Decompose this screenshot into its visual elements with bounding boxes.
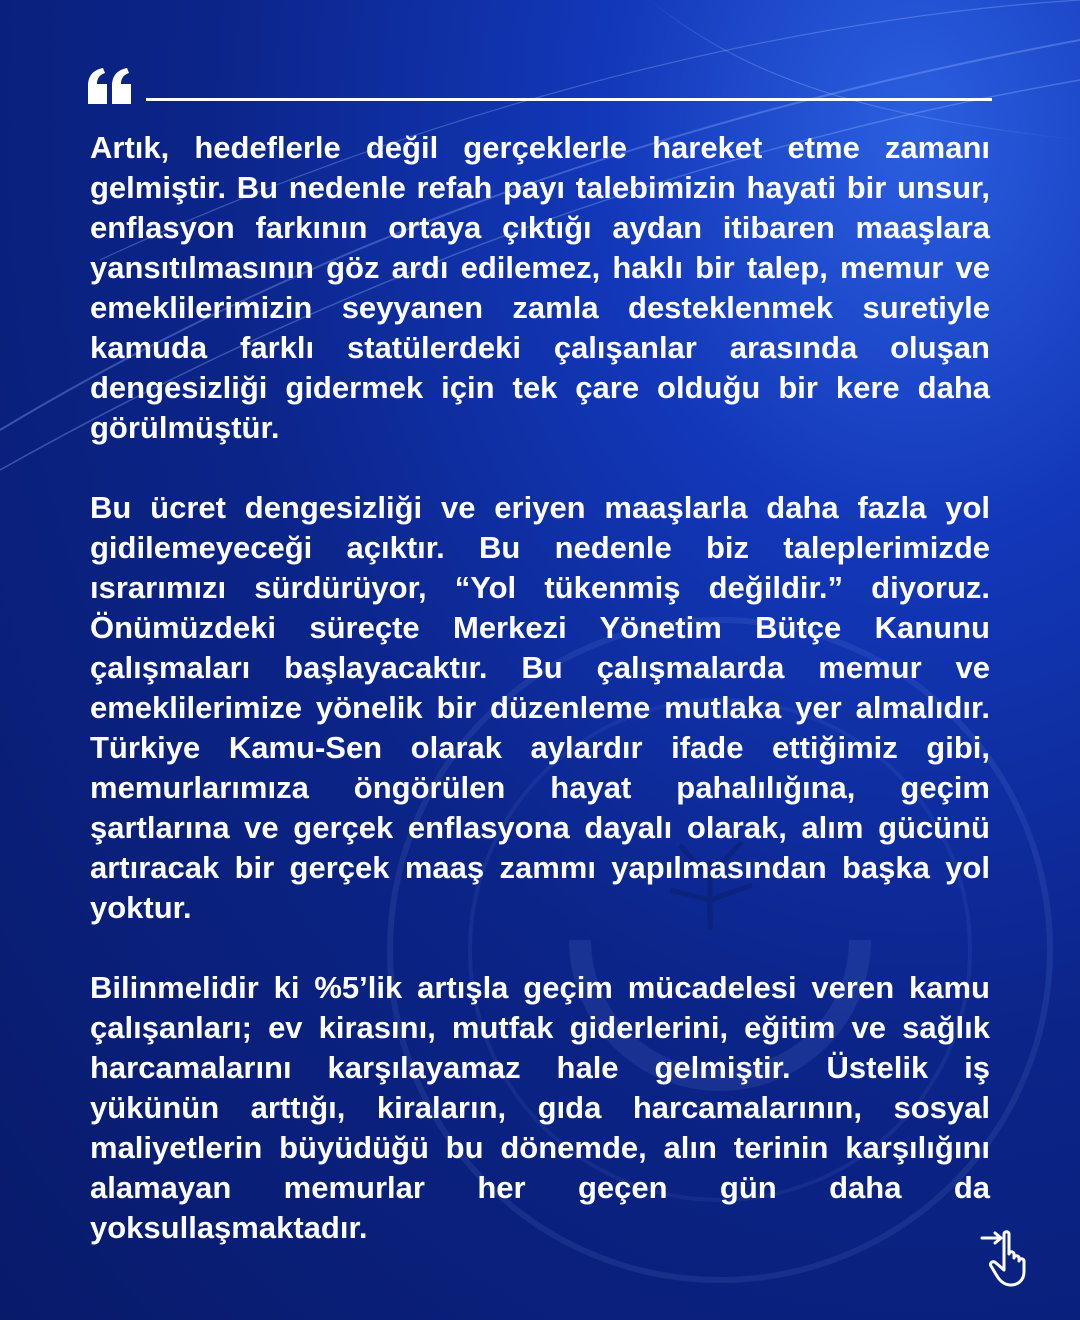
paragraph-2: Bu ücret dengesizliği ve eriyen maaşlarla daha fazla yol gidilemeyeceği açıktır. Bu nedenle biz taleplerimizde ısrarımızı sürdürüyor, “Yol tükenmiş değildir.” diyoruz. Önümüzdeki süreçte Merkezi Yönetim Bütçe Kanunu çalışmaları başlayacaktır. Bu çalışmalarda memur ve emeklilerimize yönelik bir düzenleme mutlaka yer almalıdır. Türkiye Kamu-Sen olarak aylardır ifade ettiğimiz gibi, memurlarımıza öngörülen hayat pahalılığına, geçim şartlarına ve gerçek enflasyona dayalı olarak, alım gücünü artıracak bir gerçek maaş zammı yapılmasından başka yol yoktur. <box>90 490 990 925</box>
quote-header <box>88 68 992 108</box>
swipe-hand-icon[interactable] <box>978 1228 1034 1288</box>
quote-divider <box>146 98 992 101</box>
paragraph-3: Bilinmelidir ki %5’lik artışla geçim mücadelesi veren kamu çalışanları; ev kirasını, mutfak giderlerini, eğitim ve sağlık harcamalarını karşılayamaz hale gelmiştir. Üstelik iş yükünün arttığı, kiraların, gıda harcamalarının, sosyal maliyetlerin büyüdüğü bu dönemde, alın terinin karşılığını alamayan memurlar her geçen gün daha da yoksullaşmaktadır. <box>90 970 990 1245</box>
paragraph-1: Artık, hedeflerle değil gerçeklerle hareket etme zamanı gelmiştir. Bu nedenle refah payı talebimizin hayati bir unsur, enflasyon farkının ortaya çıktığı aydan itibaren maaşlara yansıtılmasının göz ardı edilemez, haklı bir talep, memur ve emeklilerimizin seyyanen zamla desteklenmek suretiyle kamuda farklı statülerdeki çalışanlar arasında oluşan dengesizliği gidermek için tek çare olduğu bir kere daha görülmüştür. <box>90 130 990 445</box>
quote-icon <box>88 68 132 104</box>
article-body <box>90 128 990 1248</box>
